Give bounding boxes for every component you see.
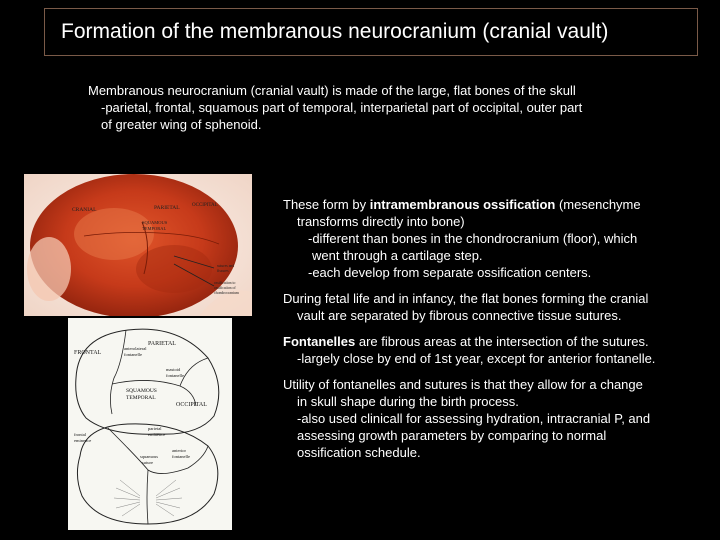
p4-line-4: assessing growth parameters by comparing to normal [297, 428, 607, 443]
drawing-label-mastoid-a: mastoid [166, 367, 181, 372]
intro-line-2: -parietal, frontal, squamous part of temporal, interparietal part of occipital, outer part [101, 100, 583, 115]
drawing-label-anterolateral-a: anterolateral [124, 346, 147, 351]
p1-pre: These form by [283, 197, 370, 212]
drawing-label-parietal: PARIETAL [148, 341, 176, 347]
p1-post: (mesenchyme [555, 197, 641, 212]
p3-post: are fibrous areas at the intersection of the sutures. [355, 334, 649, 349]
p1-line-3: -different than bones in the chondrocranium (floor), which [308, 231, 638, 246]
paragraph-utility [283, 376, 693, 461]
p1-bold: intramembranous ossification [369, 197, 556, 212]
drawing-label-squamous: SQUAMOUS [126, 388, 157, 394]
p4-line-1: Utility of fontanelles and sutures is that they allow for a change [283, 377, 643, 392]
p1-line-2: transforms directly into bone) [297, 214, 465, 229]
p1-line-5: -each develop from separate ossification centers. [308, 265, 592, 280]
p3-line-1 [283, 333, 693, 350]
photo-label-ossif-c: chondrocranium [214, 291, 239, 295]
p3-bold: Fontanelles [283, 334, 356, 349]
drawing-label-frontal: FRONTAL [74, 350, 102, 356]
intro-text [88, 82, 636, 133]
drawing-label-mastoid-b: fontanelle [166, 373, 184, 378]
photo-label-ossif-b: ossification of [214, 286, 236, 290]
photo-label-parietal: PARIETAL [154, 205, 180, 211]
explanation-column [283, 196, 693, 470]
p1-line-1 [283, 196, 693, 213]
title-box [44, 8, 698, 56]
photo-label-suture-b: fissures [217, 269, 229, 273]
drawing-label-frontal-eminence-b: eminence [74, 438, 92, 443]
p3-line-2: -largely close by end of 1st year, except for anterior fontanelle. [297, 351, 656, 366]
drawing-label-occipital: OCCIPITAL [176, 402, 207, 408]
photo-label-cranial: CRANIAL [72, 207, 97, 213]
photo-label-temporal: TEMPORAL [142, 226, 167, 231]
p4-line-3: -also used clinicall for assessing hydration, intracranial P, and [297, 411, 651, 426]
drawing-label-squamous-suture-a: squamous [140, 454, 158, 459]
p2-line-1: During fetal life and in infancy, the flat bones forming the cranial [283, 291, 649, 306]
fetal-skull-photo [24, 174, 252, 316]
p2-line-2: vault are separated by fibrous connective tissue sutures. [297, 308, 622, 323]
intro-line-3: of greater wing of sphenoid. [101, 117, 262, 132]
paragraph-fontanelles [283, 333, 693, 367]
paragraph-sutures [283, 290, 693, 324]
drawing-label-frontal-eminence-a: frontal [74, 432, 86, 437]
p4-line-5: ossification schedule. [297, 445, 421, 460]
photo-label-suture-a: sutures and [217, 264, 235, 268]
photo-label-ossif-a: ossification to [214, 281, 236, 285]
drawing-label-anterior-fontanelle-b: fontanelle [172, 454, 190, 459]
drawing-label-anterior-fontanelle-a: anterior [172, 448, 186, 453]
drawing-label-squamous-suture-b: suture [142, 460, 153, 465]
paragraph-ossification [283, 196, 693, 281]
intro-line-1: Membranous neurocranium (cranial vault) is made of the large, flat bones of the skull [88, 83, 576, 98]
drawing-label-parietal-eminence-b: eminence [148, 432, 166, 437]
drawing-label-anterolateral-b: fontanelle [124, 352, 142, 357]
slide-title: Formation of the membranous neurocranium (cranial vault) [61, 20, 609, 43]
p1-line-4: went through a cartilage step. [312, 248, 483, 263]
photo-label-occipital: OCCIPITAL [192, 203, 218, 208]
drawing-label-temporal: TEMPORAL [126, 395, 156, 401]
drawing-label-parietal-eminence-a: parietal [148, 426, 162, 431]
photo-label-squamous: SQUAMOUS [142, 220, 168, 225]
p4-line-2: in skull shape during the birth process. [297, 394, 519, 409]
skull-diagram [68, 318, 232, 530]
